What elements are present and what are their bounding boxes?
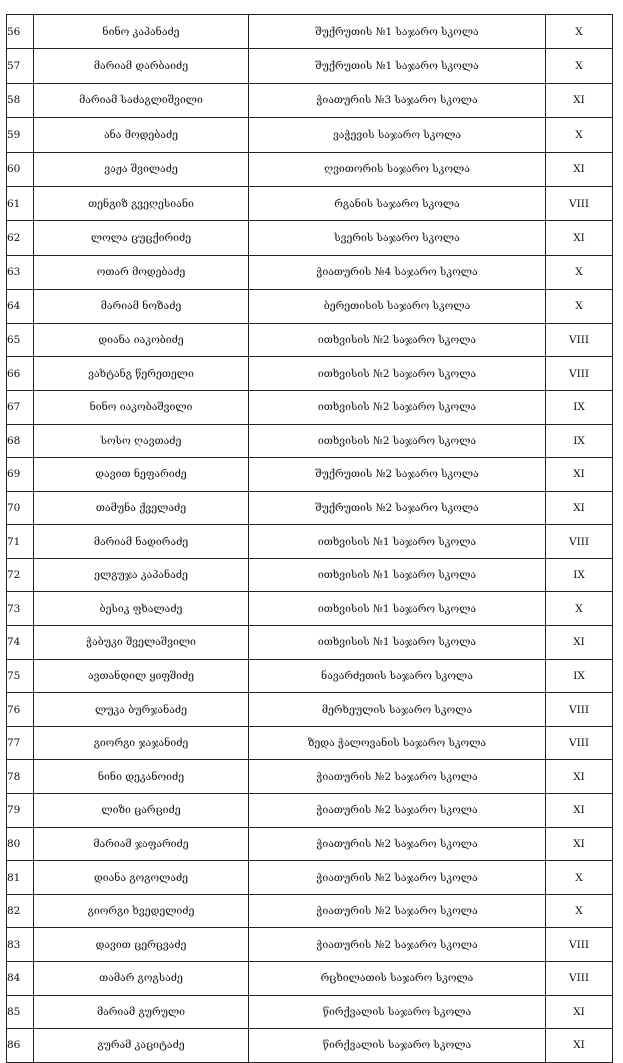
grade-cell: VIII [546, 928, 613, 962]
table-row [7, 83, 613, 117]
school-name-cell: ჭიათურის №2 საჯარო სკოლა [249, 760, 546, 794]
table-row [7, 1029, 613, 1063]
grade-cell: XI [546, 152, 613, 186]
row-number-cell: 61 [7, 186, 34, 220]
grade-cell: XI [546, 83, 613, 117]
grade-cell: X [546, 894, 613, 928]
table-row [7, 290, 613, 324]
school-name-cell: ითხვისის №1 საჯარო სკოლა [249, 558, 546, 592]
student-name-cell: გიორგი ჯაჯანიძე [34, 726, 249, 760]
grade-cell: XI [546, 794, 613, 828]
participants-table-body [7, 15, 613, 1063]
school-name-cell: ითხვისის №1 საჯარო სკოლა [249, 525, 546, 559]
row-number-cell: 58 [7, 83, 34, 117]
grade-cell: VIII [546, 693, 613, 727]
school-name-cell: ჭიათურის №2 საჯარო სკოლა [249, 894, 546, 928]
table-row [7, 827, 613, 861]
grade-cell: XI [546, 760, 613, 794]
student-name-cell: თამუნა ქველაძე [34, 491, 249, 525]
student-name-cell: ლუკა ბურჯანაძე [34, 693, 249, 727]
table-row [7, 525, 613, 559]
table-row [7, 693, 613, 727]
school-name-cell: შუქრუთის №1 საჯარო სკოლა [249, 49, 546, 83]
student-name-cell: მარიამ ნადირაძე [34, 525, 249, 559]
table-row [7, 323, 613, 357]
school-name-cell: ჭიათურის №2 საჯარო სკოლა [249, 827, 546, 861]
row-number-cell: 86 [7, 1029, 34, 1063]
table-row [7, 424, 613, 458]
table-row [7, 118, 613, 152]
student-name-cell: თენგიზ გვეღესიანი [34, 186, 249, 220]
student-name-cell: მარიამ გურული [34, 995, 249, 1029]
row-number-cell: 57 [7, 49, 34, 83]
student-name-cell: ავთანდილ ყიფშიძე [34, 659, 249, 693]
row-number-cell: 75 [7, 659, 34, 693]
student-name-cell: ვაჟა შვილაძე [34, 152, 249, 186]
table-row [7, 760, 613, 794]
table-row [7, 995, 613, 1029]
school-name-cell: წირქვალის საჯარო სკოლა [249, 995, 546, 1029]
school-name-cell: ნავარძეთის საჯარო სკოლა [249, 659, 546, 693]
table-row [7, 962, 613, 996]
table-row [7, 255, 613, 289]
table-row [7, 861, 613, 895]
row-number-cell: 73 [7, 592, 34, 626]
row-number-cell: 59 [7, 118, 34, 152]
table-row [7, 659, 613, 693]
school-name-cell: ღვითორის საჯარო სკოლა [249, 152, 546, 186]
grade-cell: X [546, 255, 613, 289]
school-name-cell: ითხვისის №1 საჯარო სკოლა [249, 592, 546, 626]
student-name-cell: ოთარ მოდებაძე [34, 255, 249, 289]
row-number-cell: 80 [7, 827, 34, 861]
student-name-cell: ვახტანგ წერეთელი [34, 357, 249, 391]
school-name-cell: ითხვისის №1 საჯარო სკოლა [249, 626, 546, 660]
row-number-cell: 85 [7, 995, 34, 1029]
participants-table [6, 14, 613, 1063]
row-number-cell: 84 [7, 962, 34, 996]
table-row [7, 357, 613, 391]
row-number-cell: 83 [7, 928, 34, 962]
grade-cell: X [546, 118, 613, 152]
grade-cell: VIII [546, 726, 613, 760]
student-name-cell: დავით ცერცვაძე [34, 928, 249, 962]
row-number-cell: 67 [7, 390, 34, 424]
school-name-cell: ითხვისის №2 საჯარო სკოლა [249, 323, 546, 357]
student-name-cell: ლიზი ცარციძე [34, 794, 249, 828]
student-name-cell: გურამ კაციტაძე [34, 1029, 249, 1063]
grade-cell: X [546, 15, 613, 49]
row-number-cell: 56 [7, 15, 34, 49]
student-name-cell: მარიამ საძაგლიშვილი [34, 83, 249, 117]
row-number-cell: 65 [7, 323, 34, 357]
grade-cell: VIII [546, 962, 613, 996]
table-row [7, 152, 613, 186]
school-name-cell: ითხვისის №2 საჯარო სკოლა [249, 390, 546, 424]
row-number-cell: 82 [7, 894, 34, 928]
table-row [7, 49, 613, 83]
row-number-cell: 66 [7, 357, 34, 391]
row-number-cell: 78 [7, 760, 34, 794]
school-name-cell: სვერის საჯარო სკოლა [249, 221, 546, 255]
row-number-cell: 60 [7, 152, 34, 186]
school-name-cell: ზედა ჭალოვანის საჯარო სკოლა [249, 726, 546, 760]
student-name-cell: სოსო ღავთაძე [34, 424, 249, 458]
school-name-cell: მერხეულის საჯარო სკოლა [249, 693, 546, 727]
student-name-cell: მარიამ დარბაიძე [34, 49, 249, 83]
row-number-cell: 79 [7, 794, 34, 828]
student-name-cell: ნინო იაკობაშვილი [34, 390, 249, 424]
student-name-cell: ბესიკ ფხალაძე [34, 592, 249, 626]
school-name-cell: ვაჭევის საჯარო სკოლა [249, 118, 546, 152]
row-number-cell: 76 [7, 693, 34, 727]
grade-cell: VIII [546, 323, 613, 357]
student-name-cell: ნინი დეკანოიძე [34, 760, 249, 794]
grade-cell: XI [546, 458, 613, 492]
student-name-cell: ანა მოდებაძე [34, 118, 249, 152]
row-number-cell: 62 [7, 221, 34, 255]
table-row [7, 794, 613, 828]
table-row [7, 390, 613, 424]
student-name-cell: დავით ნეფარიძე [34, 458, 249, 492]
row-number-cell: 64 [7, 290, 34, 324]
table-row [7, 626, 613, 660]
student-name-cell: გიორგი ხვედელიძე [34, 894, 249, 928]
student-name-cell: ლოლა ცუცქირიძე [34, 221, 249, 255]
row-number-cell: 81 [7, 861, 34, 895]
student-name-cell: ნინო კაპანაძე [34, 15, 249, 49]
grade-cell: X [546, 49, 613, 83]
grade-cell: XI [546, 491, 613, 525]
row-number-cell: 63 [7, 255, 34, 289]
grade-cell: XI [546, 995, 613, 1029]
grade-cell: XI [546, 626, 613, 660]
school-name-cell: ჭიათურის №2 საჯარო სკოლა [249, 928, 546, 962]
table-row [7, 592, 613, 626]
school-name-cell: ბერეთისის საჯარო სკოლა [249, 290, 546, 324]
school-name-cell: ითხვისის №2 საჯარო სკოლა [249, 424, 546, 458]
school-name-cell: რგანის საჯარო სკოლა [249, 186, 546, 220]
school-name-cell: შუქრუთის №2 საჯარო სკოლა [249, 458, 546, 492]
row-number-cell: 77 [7, 726, 34, 760]
grade-cell: IX [546, 659, 613, 693]
student-name-cell: დიანა გოგოლაძე [34, 861, 249, 895]
table-row [7, 491, 613, 525]
row-number-cell: 74 [7, 626, 34, 660]
table-row [7, 186, 613, 220]
grade-cell: VIII [546, 525, 613, 559]
grade-cell: XI [546, 221, 613, 255]
school-name-cell: ითხვისის №2 საჯარო სკოლა [249, 357, 546, 391]
student-name-cell: დიანა იაკობიძე [34, 323, 249, 357]
row-number-cell: 70 [7, 491, 34, 525]
grade-cell: VIII [546, 357, 613, 391]
table-row [7, 928, 613, 962]
grade-cell: X [546, 861, 613, 895]
grade-cell: IX [546, 390, 613, 424]
school-name-cell: ჭიათურის №4 საჯარო სკოლა [249, 255, 546, 289]
school-name-cell: წირქვალის საჯარო სკოლა [249, 1029, 546, 1063]
grade-cell: XI [546, 827, 613, 861]
grade-cell: X [546, 592, 613, 626]
school-name-cell: ჭიათურის №2 საჯარო სკოლა [249, 794, 546, 828]
grade-cell: X [546, 290, 613, 324]
student-name-cell: ელგუჯა კაპანაძე [34, 558, 249, 592]
student-name-cell: ჭაბუკი შველაშვილი [34, 626, 249, 660]
school-name-cell: რცხილათის საჯარო სკოლა [249, 962, 546, 996]
table-row [7, 15, 613, 49]
grade-cell: VIII [546, 186, 613, 220]
table-row [7, 458, 613, 492]
school-name-cell: ჭიათურის №2 საჯარო სკოლა [249, 861, 546, 895]
table-row [7, 726, 613, 760]
student-name-cell: მარიამ ნოზაძე [34, 290, 249, 324]
row-number-cell: 72 [7, 558, 34, 592]
student-name-cell: მარიამ ჯაფარიძე [34, 827, 249, 861]
table-row [7, 558, 613, 592]
grade-cell: XI [546, 1029, 613, 1063]
grade-cell: IX [546, 558, 613, 592]
school-name-cell: ჭიათურის №3 საჯარო სკოლა [249, 83, 546, 117]
table-row [7, 221, 613, 255]
school-name-cell: შუქრუთის №1 საჯარო სკოლა [249, 15, 546, 49]
school-name-cell: შუქრუთის №2 საჯარო სკოლა [249, 491, 546, 525]
grade-cell: IX [546, 424, 613, 458]
table-row [7, 894, 613, 928]
row-number-cell: 68 [7, 424, 34, 458]
row-number-cell: 71 [7, 525, 34, 559]
student-name-cell: თამარ გოგსაძე [34, 962, 249, 996]
row-number-cell: 69 [7, 458, 34, 492]
